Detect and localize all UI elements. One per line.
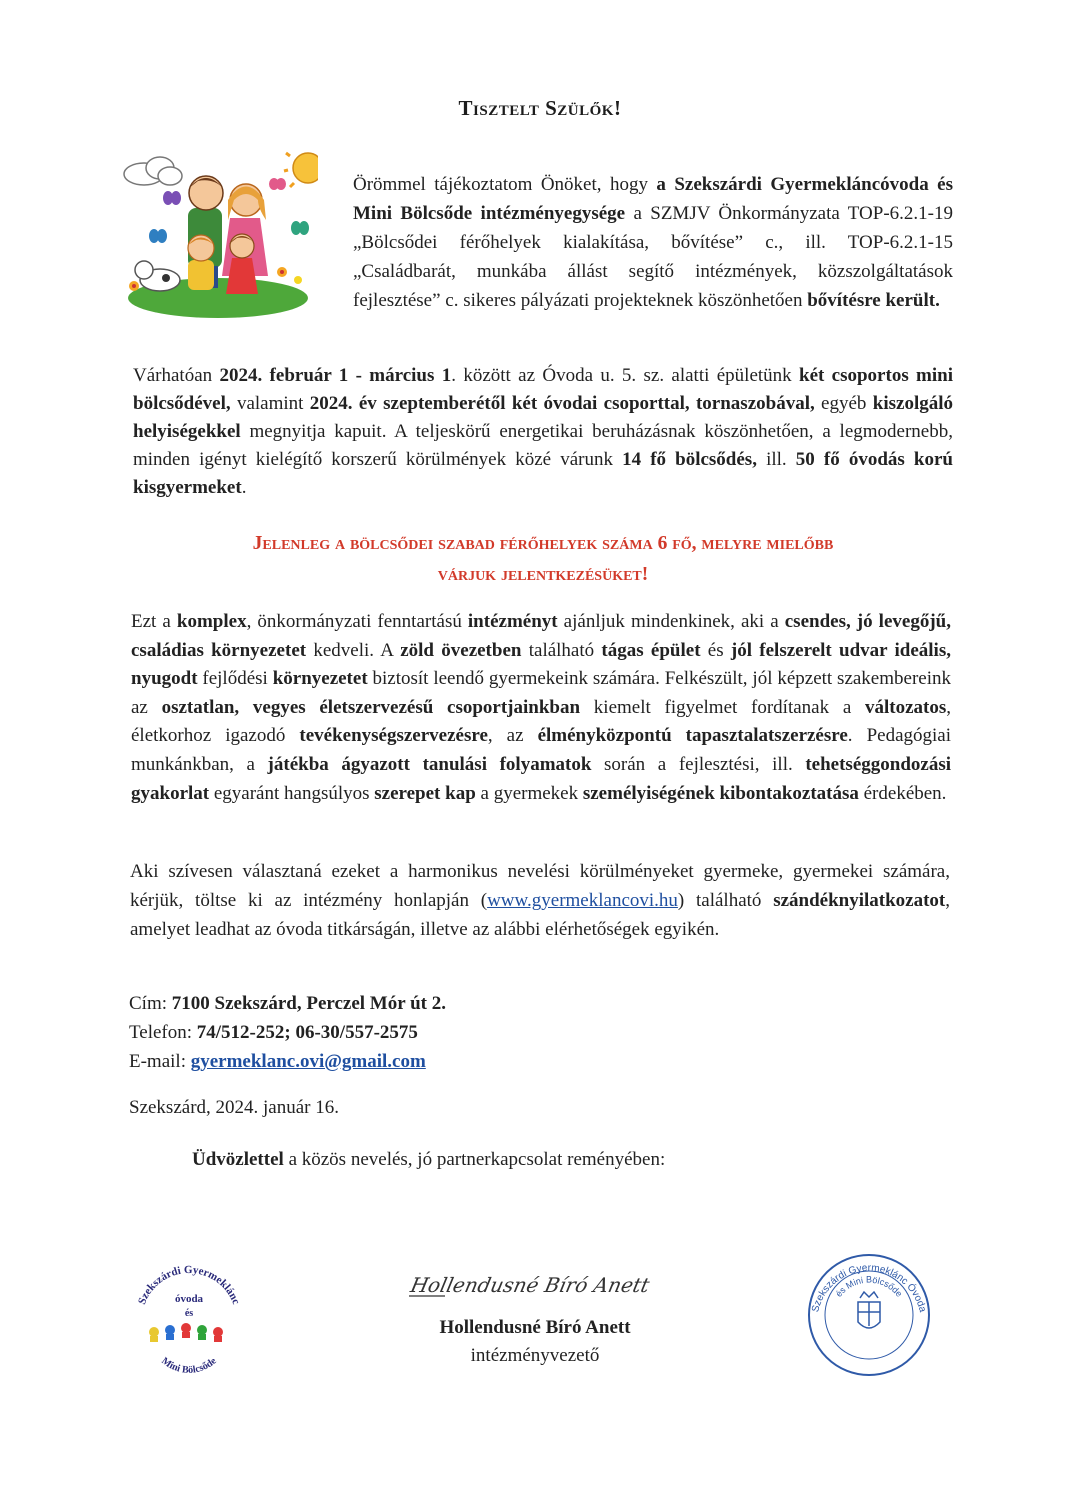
letter-date: Szekszárd, 2024. január 16. (129, 1097, 339, 1118)
butterfly-icon (163, 191, 181, 205)
stamp-right-inner-text: és Mini Bölcsőde (833, 1274, 905, 1299)
website-link[interactable]: www.gyermeklancovi.hu (487, 890, 678, 911)
vacancy-notice (133, 528, 953, 590)
svg-text:Hollendusné Bíró Anett: Hollendusné Bíró Anett (408, 1273, 652, 1297)
butterfly-icon (149, 229, 167, 243)
kindergarten-logo-stamp (124, 1250, 254, 1380)
butterfly-icon (269, 178, 286, 190)
intro-paragraph: Örömmel tájékoztatom Önöket, hogy a Szekszárdi Gyermekláncóvoda és Mini Bölcsőde intézményegysége a SZMJV Önkormányzata TOP-6.2.1-19 „Bölcsődei férőhelyek kialakítása, bővítése” c., ill. TOP-6.2.1-15 „Családbarát, munkába állást segítő intézmények, közszolgáltatások fejlesztése” c. sikeres pályázati projekteknek köszönhetően bővítésre került. (353, 174, 953, 311)
svg-text:Mini Bölcsőde (159, 1355, 219, 1376)
handwritten-signature (405, 1262, 665, 1312)
stamp-left-bottom-text: Mini Bölcsőde (159, 1355, 219, 1376)
official-round-stamp (806, 1252, 932, 1378)
stamp-left-middle-text: óvoda (174, 1293, 204, 1305)
family-illustration (118, 148, 318, 320)
contact-block (129, 989, 829, 1076)
email-link[interactable]: gyermeklanc.ovi@gmail.com (190, 1051, 426, 1072)
apply-paragraph: Aki szívesen választaná ezeket a harmonikus nevelési körülményeket gyermeke, gyermekei számára, kérjük, töltse ki az intézmény honlapján (www.gyermeklancovi.hu) található szándéknyilatkozatot, amelyet leadhat az óvoda titkárságán, illetve az alábbi elérhetőségek egyikén. (130, 861, 951, 940)
signer-role: intézményvezető (470, 1345, 600, 1366)
address-line: Cím: 7100 Szekszárd, Perczel Mór út 2. (129, 993, 446, 1014)
stamp-right-outer-text: Szekszárdi Gyermeklánc Óvoda (810, 1262, 928, 1314)
children-chain-icon (149, 1323, 223, 1342)
phone-line: Telefon: 74/512-252; 06-30/557-2575 (129, 1022, 418, 1043)
dog-figure (135, 261, 180, 291)
opening-paragraph: Várhatóan 2024. február 1 - március 1. között az Óvoda u. 5. sz. alatti épületünk két csoportos mini bölcsődével, valamint 2024. év szeptemberétől két óvodai csoporttal, tornaszobával, egyéb kiszolgáló helyiségekkel megnyitja kapuit. A teljeskörű energetikai beruházásnak köszönhetően, a legmodernebb, minden igényt kielégítő korszerű körülmények közé várunk 14 fő bölcsődés, ill. 50 fő óvodás korú kisgyermeket. (133, 365, 954, 498)
about-paragraph: Ezt a komplex, önkormányzati fenntartású intézményt ajánljuk mindenkinek, aki a csendes, jó levegőjű, családias környezetet kedveli. A zöld övezetben található tágas épület és jól felszerelt udvar ideális, nyugodt fejlődési környezetet biztosít leendő gyermekeink számára. Felkészült, jól képzett szakembereink az osztatlan, vegyes életszervezésű csoportjainkban kiemelt figyelmet fordítanak a változatos, életkorhoz igazodó tevékenységszervezésre, az élményközpontú tapasztalatszerzésre. Pedagógiai munkánkban, a játékba ágyazott tanulási folyamatok során a fejlesztési, ill. tehetséggondozási gyakorlat egyaránt hangsúlyos szerepet kap a gyermekek személyiségének kibontakoztatása érdekében. (131, 611, 951, 804)
signer-block (380, 1314, 690, 1370)
notice-line-2: várjuk jelentkezésüket! (437, 564, 649, 585)
boy-figure (188, 235, 214, 290)
email-line: E-mail: gyermeklanc.ovi@gmail.com (129, 1051, 426, 1072)
greeting: Üdvözlettel a közös nevelés, jó partnerkapcsolat reményében: (192, 1149, 666, 1170)
signer-name: Hollendusné Bíró Anett (439, 1317, 631, 1338)
sun-icon (284, 148, 318, 187)
coat-of-arms-icon (858, 1292, 880, 1328)
stamp-left-top-text: Szekszárdi Gyermeklánc (135, 1263, 243, 1307)
stamp-left-and-text: és (184, 1308, 194, 1319)
butterfly-icon (291, 221, 309, 235)
letter-title: Tisztelt Szülők! (458, 96, 622, 120)
notice-line-1: Jelenleg a bölcsődei szabad férőhelyek száma 6 fő, melyre mielőbb (252, 533, 834, 554)
cloud-icon (124, 157, 182, 185)
